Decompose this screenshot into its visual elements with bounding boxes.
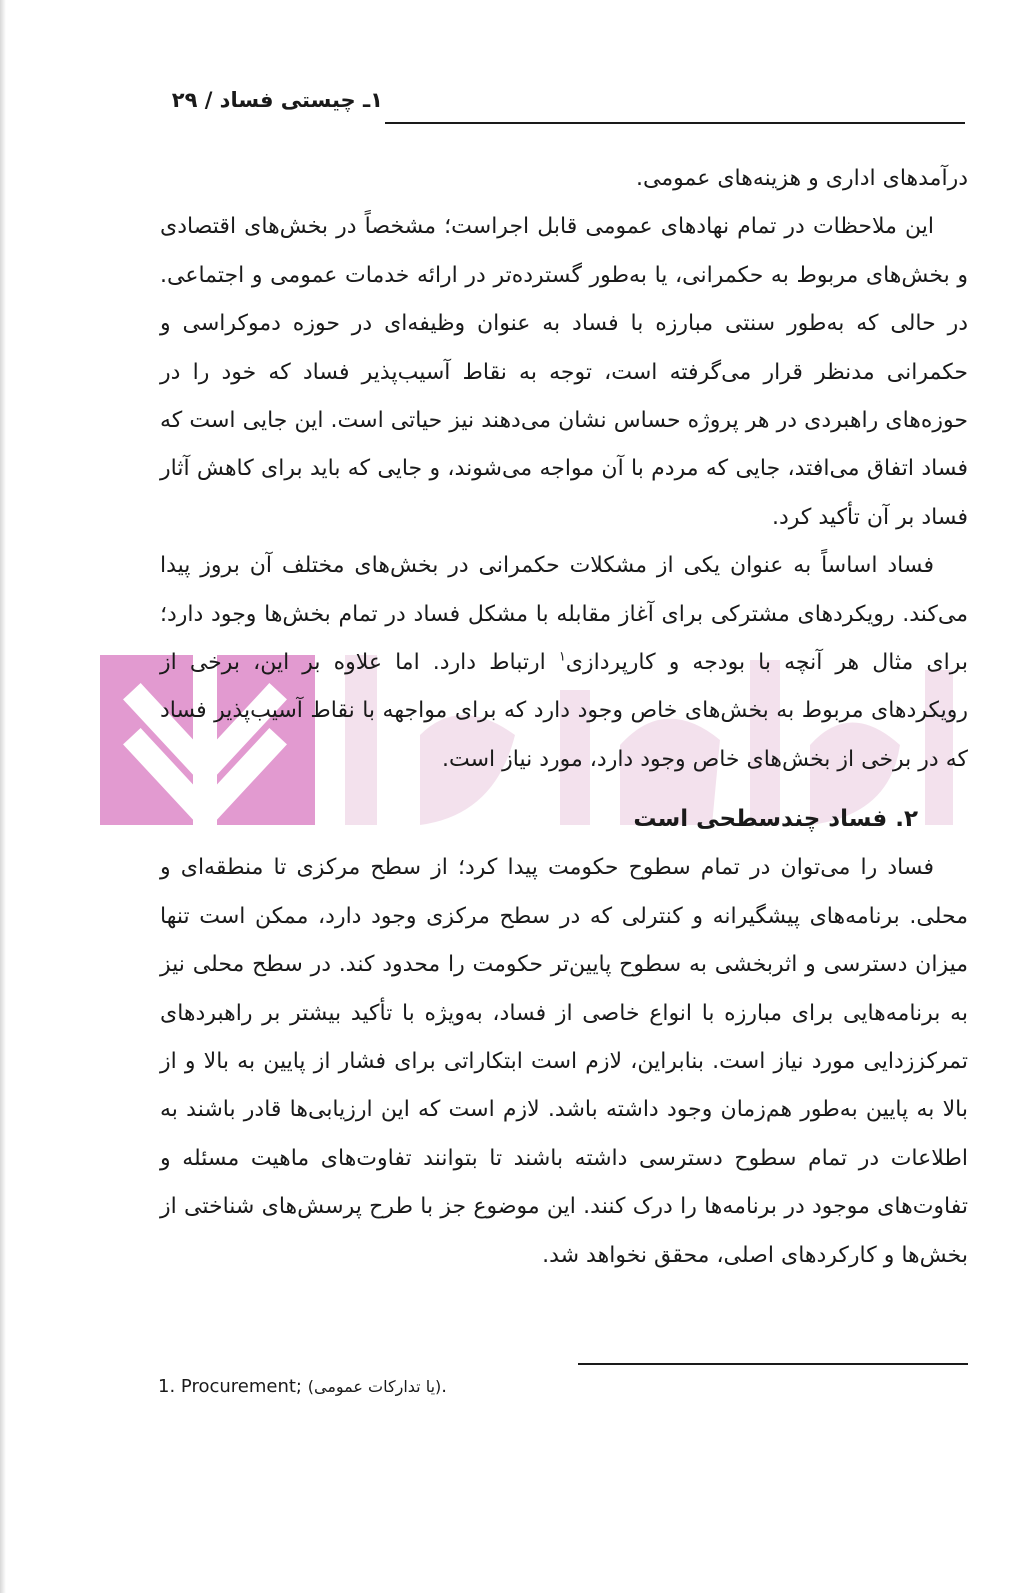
paragraph-3-text-b: ارتباط دارد. اما علاوه بر این، برخی از رویکردهای مربوط به بخش‌های خاص وجود دارد که برای مواجهه با نقاط آسیب‌پذیر فساد که در برخی از بخش‌های خاص وجود دارد، مورد نیاز است. <box>160 650 968 772</box>
page-header <box>145 88 965 128</box>
paragraph-3-text-a: فساد اساساً به عنوان یکی از مشکلات حکمرانی در بخش‌های مختلف آن بروز پیدا می‌کند. رویکردهای مشترکی برای آغاز مقابله با مشکل فساد در تمام بخش‌ها وجود دارد؛ برای مثال هر آنچه با بودجه و کارپردازی <box>160 553 968 676</box>
footnote-reference[interactable]: ۱ <box>558 649 566 665</box>
footnote-term: Procurement; <box>180 1376 302 1397</box>
footnote-divider <box>578 1363 968 1365</box>
section-heading: ۲. فساد چندسطحی است <box>633 806 918 833</box>
footnote-end: . <box>441 1376 447 1397</box>
footnote-persian-gloss: (یا تدارکات عمومی) <box>307 1377 442 1396</box>
paragraph-1: درآمدهای اداری و هزینه‌های عمومی. <box>636 166 968 191</box>
paragraph-3 <box>160 542 968 784</box>
header-rule <box>385 122 965 124</box>
paragraph-2: این ملاحظات در تمام نهادهای عمومی قابل اجراست؛ مشخصاً در بخش‌های اقتصادی و بخش‌های مربوط به حکمرانی، یا به‌طور گسترده‌تر در ارائه خدمات عمومی و اجتماعی. در حالی که به‌طور سنتی مبارزه با فساد به عنوان وظیفه‌ای در حوزه دموکراسی و حکمرانی مدنظر قرار می‌گرفته است، توجه به نقاط آسیب‌پذیر فساد که خود را در حوزه‌های راهبردی در هر پروژه حساس نشان می‌دهند نیز حیاتی است. این جایی است که فساد اتفاق می‌افتد، جایی که مردم با آن مواجه می‌شوند، و جایی که باید برای کاهش آثار فساد بر آن تأکید کرد. <box>160 214 968 530</box>
scan-edge-shadow <box>0 0 6 1593</box>
footnote-number: 1. <box>158 1376 176 1397</box>
page-body <box>160 155 968 1280</box>
running-title: ۱ـ چیستی فساد / ۲۹ <box>171 88 383 112</box>
section-paragraph: فساد را می‌توان در تمام سطوح حکومت پیدا کرد؛ از سطح مرکزی تا منطقه‌ای و محلی. برنامه‌های پیشگیرانه و کنترلی که در سطح مرکزی وجود دارد، ممکن است تنها میزان دسترسی و اثربخشی به سطوح پایین‌تر حکومت را محدود کند. در سطح محلی نیز به برنامه‌هایی برای مبارزه با انواع خاصی از فساد، به‌ویژه با تأکید بیشتر بر راهبردهای تمرکززدایی مورد نیاز است. بنابراین، لازم است ابتکاراتی برای فشار از پایین به بالا و از بالا به پایین به‌طور هم‌زمان وجود داشته باشد. لازم است که این ارزیابی‌ها قادر باشند به اطلاعات در تمام سطوح دسترسی داشته باشند تا بتوانند تفاوت‌های ماهیت مسئله و تفاوت‌های موجود در برنامه‌ها را درک کنند. این موضوع جز با طرح پرسش‌های شناختی از بخش‌ها و کارکردهای اصلی، محقق نخواهد شد. <box>160 855 968 1268</box>
footnote <box>158 1376 447 1397</box>
